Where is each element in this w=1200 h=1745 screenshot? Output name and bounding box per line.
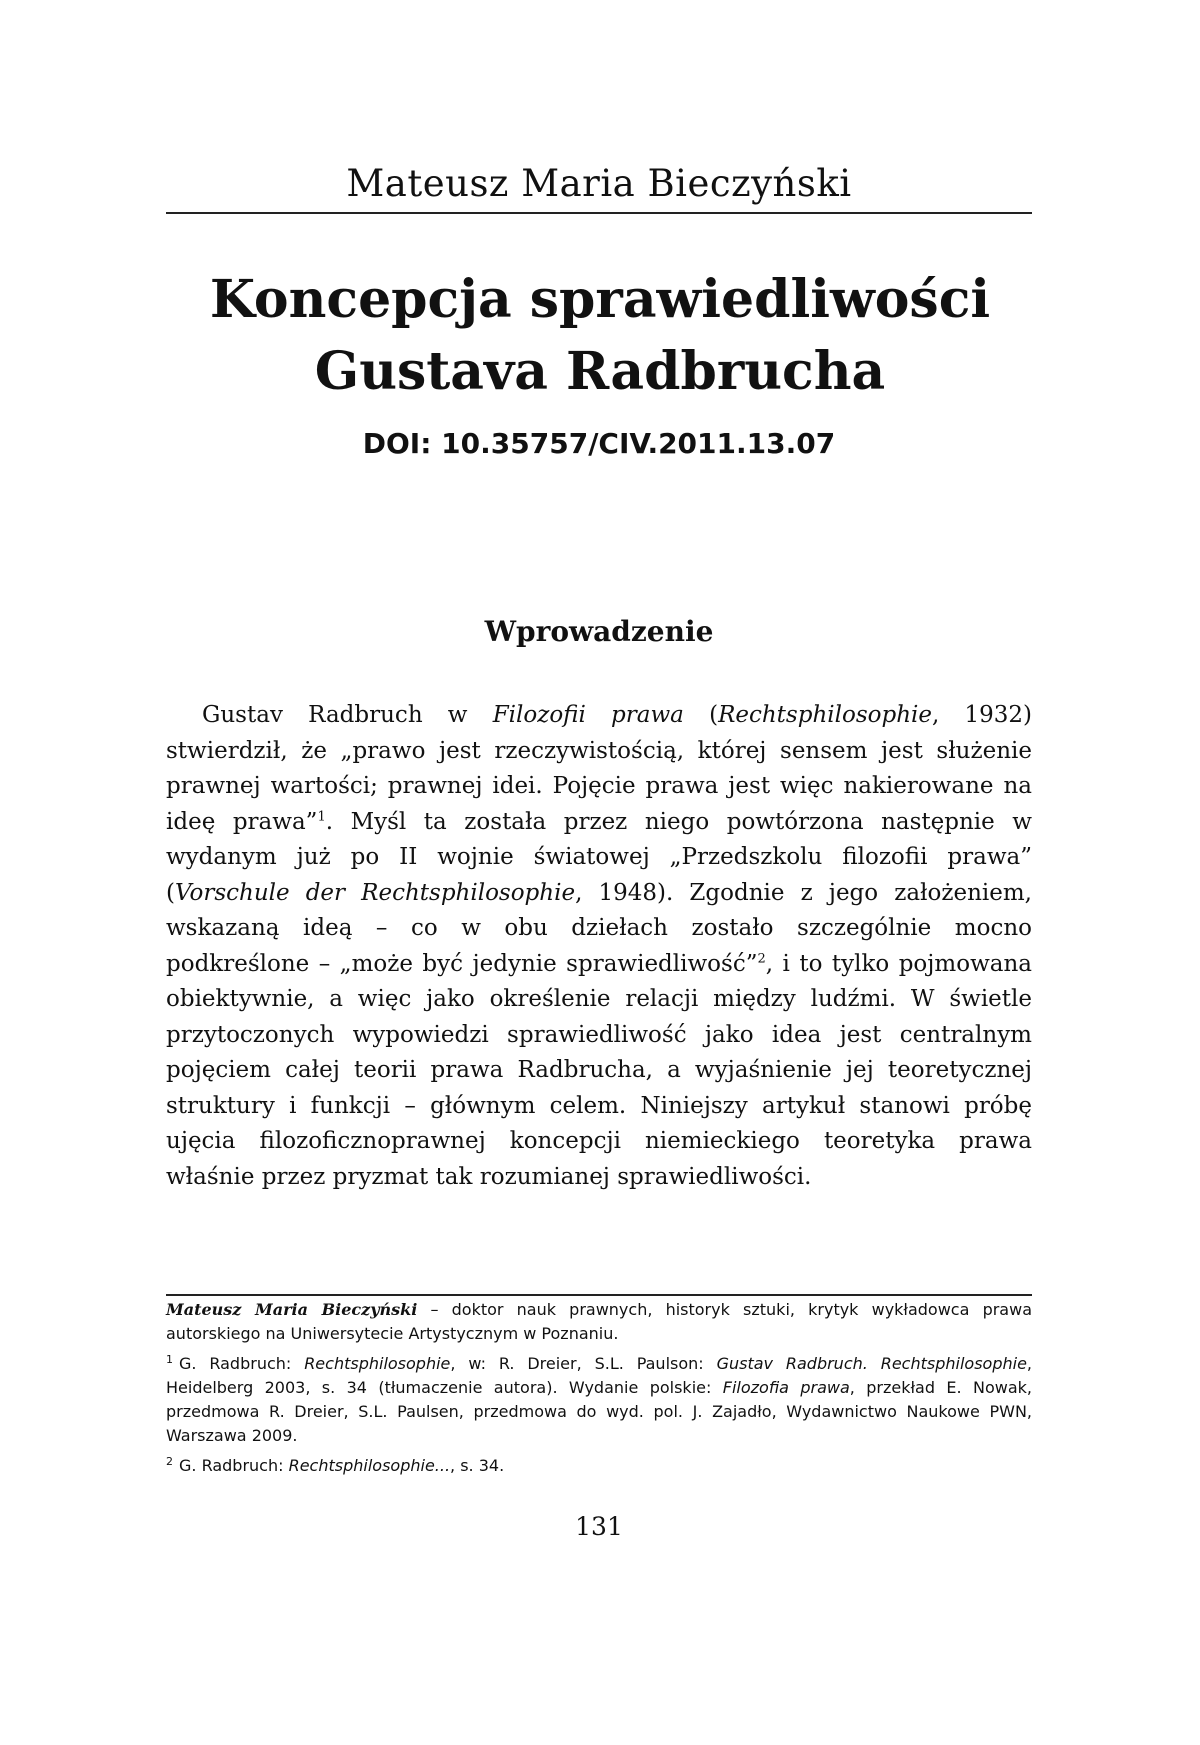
- author-note: [166, 1298, 1032, 1346]
- page-number: 131: [575, 1512, 623, 1541]
- author-note-name: Mateusz Maria Bieczyński: [166, 1300, 418, 1319]
- title-line-1: Koncepcja sprawiedliwości: [209, 269, 991, 330]
- body-text-run: , 1932) stwierdził, że „prawo jest rzeczywistością, której sensem jest służenie prawnej wartości; prawnej idei. Pojęcie prawa jest więc nakierowane na ideę prawa”: [166, 702, 1032, 835]
- footnote-2: [166, 1454, 1032, 1478]
- footnote-1: [166, 1352, 1032, 1448]
- footnote-work-title: Gustav Radbruch. Rechtsphilosophie: [716, 1354, 1027, 1373]
- footnote-text: , przekład E. Nowak, przedmowa R. Dreier, S.L. Paulsen, przedmowa do wyd. pol. J. Zajadło, Wydawnictwo Naukowe PWN, Warszawa 2009.: [166, 1378, 1032, 1445]
- work-title: Filozofii prawa: [492, 702, 684, 728]
- body-text-run: Gustav Radbruch w: [202, 702, 493, 728]
- footnote-ref: 1: [317, 808, 326, 824]
- doi-identifier: DOI: 10.35757/CIV.2011.13.07: [362, 427, 836, 460]
- footnote-text: G. Radbruch:: [179, 1456, 289, 1475]
- author-note-description: – doktor nauk prawnych, historyk sztuki, krytyk wykładowca prawa autorskiego na Uniwersytecie Artystycznym w Poznaniu.: [166, 1300, 1032, 1343]
- footnote-marker: 2: [166, 1454, 173, 1468]
- author-header: Mateusz Maria Bieczyński: [346, 162, 852, 205]
- body-text-run: , 1948). Zgodnie z jego założeniem, wskazaną ideą – co w obu dziełach zostało szczególnie mocno podkreślone – „może być jedynie sprawiedliwość”: [166, 879, 1032, 977]
- article-title: [120, 264, 1080, 408]
- work-title: Rechtsphilosophie: [718, 702, 932, 728]
- footnote-work-title: Filozofia prawa: [722, 1378, 850, 1397]
- footnote-marker: 1: [166, 1352, 173, 1366]
- section-heading: Wprowadzenie: [484, 615, 714, 648]
- footnote-work-title: Rechtsphilosophie...: [288, 1456, 451, 1475]
- body-text-run: (: [683, 702, 719, 728]
- footnotes: [166, 1298, 1032, 1484]
- footnote-text: G. Radbruch:: [179, 1354, 305, 1373]
- footnote-work-title: Rechtsphilosophie: [304, 1354, 451, 1373]
- title-line-2: Gustava Radbrucha: [314, 341, 886, 402]
- body-text-run: . Myśl ta została przez niego powtórzona następnie w wydanym już po II wojnie światowej „Przedszkolu filozofii prawa” (: [166, 808, 1032, 906]
- footnote-text: , w: R. Dreier, S.L. Paulson:: [450, 1354, 717, 1373]
- footnote-text: , Heidelberg 2003, s. 34 (tłumaczenie autora). Wydanie polskie:: [166, 1354, 1033, 1397]
- header-divider: [166, 212, 1032, 214]
- work-title: Vorschule der Rechtsphilosophie: [174, 879, 576, 906]
- footnote-text: , s. 34.: [450, 1456, 505, 1475]
- footnote-divider: [166, 1294, 1032, 1296]
- footnote-ref: 2: [757, 950, 766, 966]
- body-paragraph: [166, 698, 1032, 1195]
- body-text-run: , i to tylko pojmowana obiektywnie, a więc jako określenie relacji między ludźmi. W świetle przytoczonych wypowiedzi sprawiedliwość jako idea jest centralnym pojęciem całej teorii prawa Radbrucha, a wyjaśnienie jej teoretycznej struktury i funkcji – głównym celem. Niniejszy artykuł stanowi próbę ujęcia filozoficznoprawnej koncepcji niemieckiego teoretyka prawa właśnie przez pryzmat tak rozumianej sprawiedliwości.: [166, 950, 1032, 1190]
